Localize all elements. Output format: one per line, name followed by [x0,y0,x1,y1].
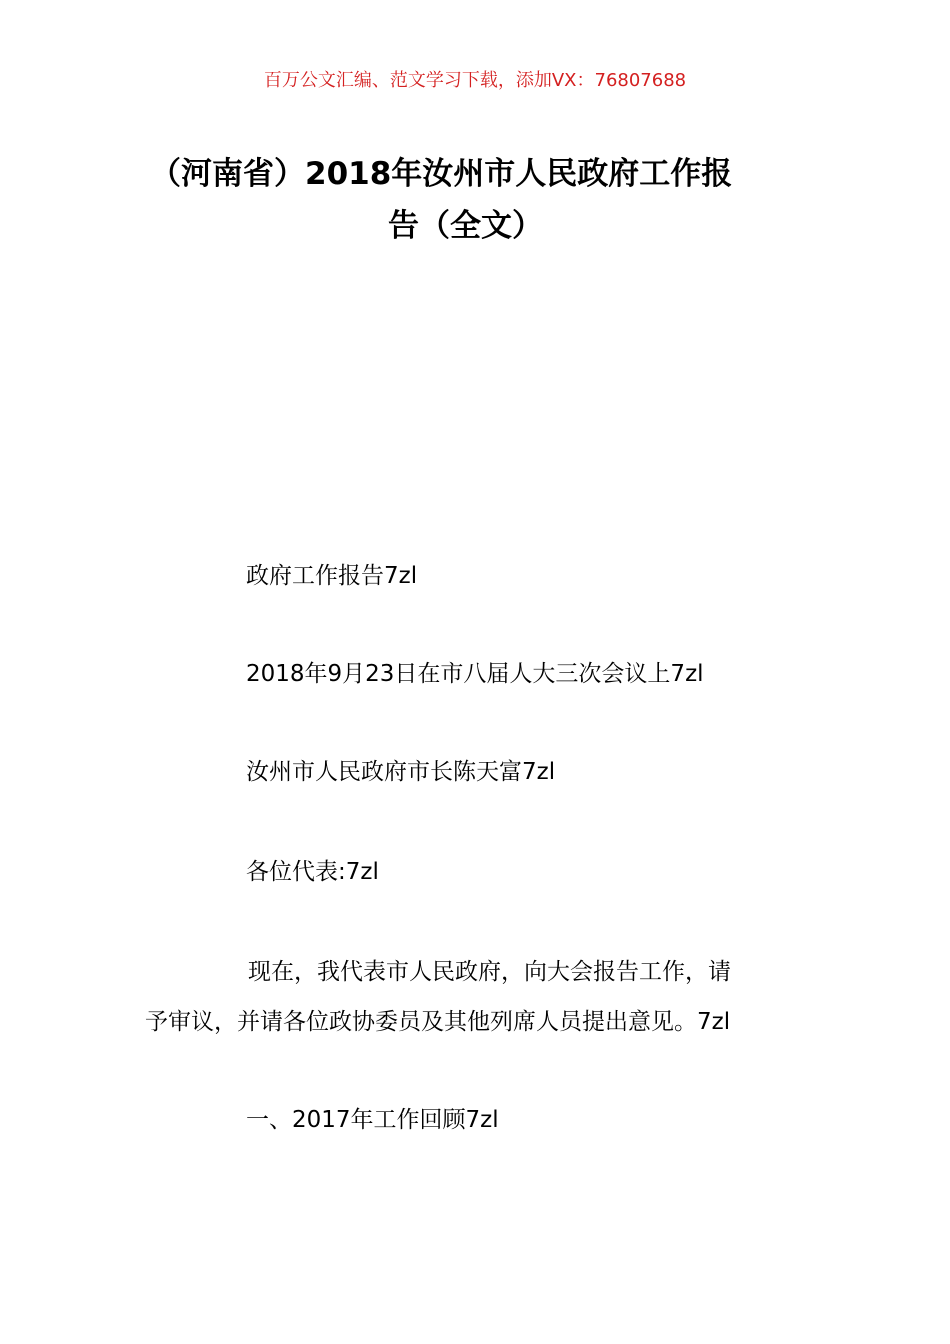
paragraph-text: 予审议，并请各位政协委员及其他列席人员提出意见。7zl [145,1009,731,1035]
paragraph-text: 政府工作报告7zl [246,563,418,589]
paragraph-text: 汝州市人民政府市长陈天富7zl [246,759,556,785]
paragraph-text: 各位代表:7zl [246,859,379,885]
header-watermark-note: 百万公文汇编、范文学习下载，添加VX：76807688 [263,70,687,91]
paragraph-text: 2018年9月23日在市八届人大三次会议上7zl [246,661,704,687]
paragraph-text: 一、2017年工作回顾7zl [246,1107,499,1133]
title-line-1: （河南省）2018年汝州市人民政府工作报 [150,156,733,192]
document-title [150,148,810,252]
paragraph-text: 现在，我代表市人民政府，向大会报告工作，请 [248,959,731,985]
title-line-2: 告（全文） [388,208,543,244]
